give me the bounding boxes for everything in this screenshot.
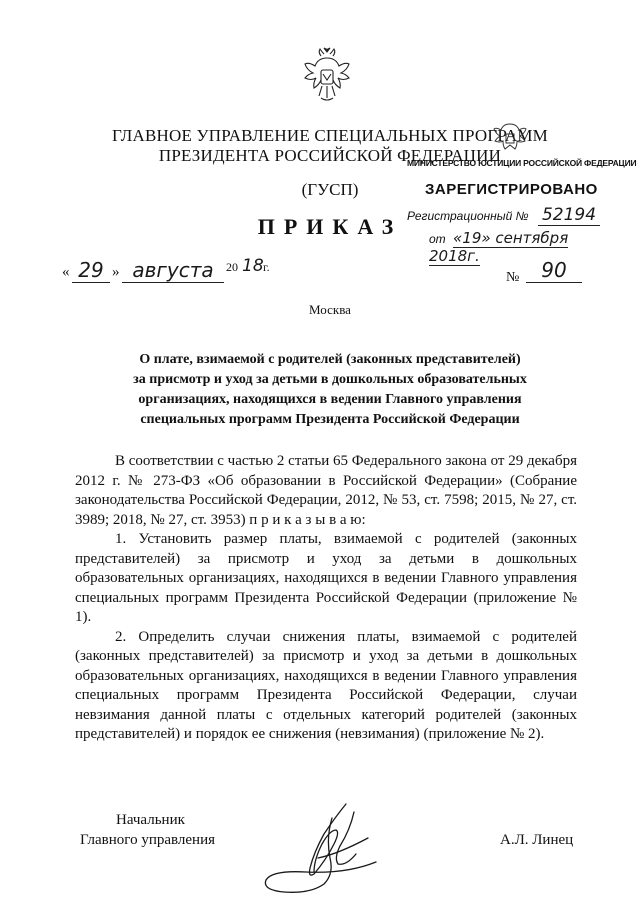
org-name-line1: ГЛАВНОЕ УПРАВЛЕНИЕ СПЕЦИАЛЬНЫХ ПРОГРАММ <box>112 126 548 145</box>
registration-stamp <box>399 158 637 265</box>
city: Москва <box>309 302 351 317</box>
document-type: ПРИКАЗ <box>257 214 403 239</box>
date-year-prefix: 20 <box>226 260 238 274</box>
stamp-reg-number: 52194 <box>538 205 600 226</box>
title-line: специальных программ Президента Российской Федерации <box>140 412 520 427</box>
title-line: О плате, взимаемой с родителей (законных представителей) <box>139 352 521 367</box>
body-item-2: 2. Определить случаи снижения платы, взимаемой с родителей (законных представителей) за присмотр и уход за детьми в дошкольных образовательных организациях, находящихся в ведении Главного управления специальных программ Президента Российской Федерации, случаи невзимания данной платы с отдельных категорий родителей (законных представителей) и порядок ее снижения (невзимания) (приложение № 2). <box>75 628 577 742</box>
stamp-ministry: МИНИСТЕРСТВО ЮСТИЦИИ РОССИЙСКОЙ ФЕДЕРАЦИИ <box>407 158 637 168</box>
order-title <box>80 350 580 430</box>
signatory-position-line1: Начальник <box>116 812 185 828</box>
number-label: № <box>506 270 520 285</box>
org-name-line2: ПРЕЗИДЕНТА РОССИЙСКОЙ ФЕДЕРАЦИИ <box>158 146 502 165</box>
number-value: 90 <box>526 258 582 283</box>
date-month: августа <box>122 258 224 283</box>
date-year-end: г. <box>263 260 270 274</box>
stamp-reg-label: Регистрационный № 52194 <box>407 205 600 225</box>
stamp-status: ЗАРЕГИСТРИРОВАНО <box>425 181 598 198</box>
order-date: « 29 » августа 20 18 г. <box>62 256 270 282</box>
body-intro: В соответствии с частью 2 статьи 65 Федерального закона от 29 декабря 2012 г. № 273-ФЗ «Об образовании в Российской Федерации» (Собрание законодательства Российской Федерации, 2012, № 53, ст. 7598; 2015, № 27, ст. 3989; 2018, № 27, ст. 3953) п р и к а з ы в а ю: <box>75 453 577 528</box>
date-day: 29 <box>72 258 110 283</box>
title-line: за присмотр и уход за детьми в дошкольных образовательных <box>133 372 527 387</box>
stamp-date: от «19» сентября 2018г. <box>429 229 569 265</box>
handwritten-signature-icon <box>248 798 398 898</box>
title-line: организациях, находящихся в ведении Главного управления <box>138 392 522 407</box>
order-number <box>506 258 586 288</box>
signatory-name: А.Л. Линец <box>500 832 574 848</box>
stamp-emblem-icon <box>493 120 527 156</box>
stamp-date-value: «19» сентября 2018г. <box>429 229 569 265</box>
date-year-suffix: 18 <box>242 256 264 276</box>
signatory-position-line2: Главного управления <box>80 832 215 848</box>
order-body <box>75 452 577 745</box>
body-item-1: 1. Установить размер платы, взимаемой с родителей (законных представителей) за присмотр и уход за детьми в дошкольных образовательных организациях, находящихся в ведении Главного управления специальных программ Президента Российской Федерации (приложение № 1). <box>75 531 577 625</box>
state-emblem-icon <box>301 46 353 106</box>
org-abbreviation: (ГУСП) <box>301 180 359 199</box>
